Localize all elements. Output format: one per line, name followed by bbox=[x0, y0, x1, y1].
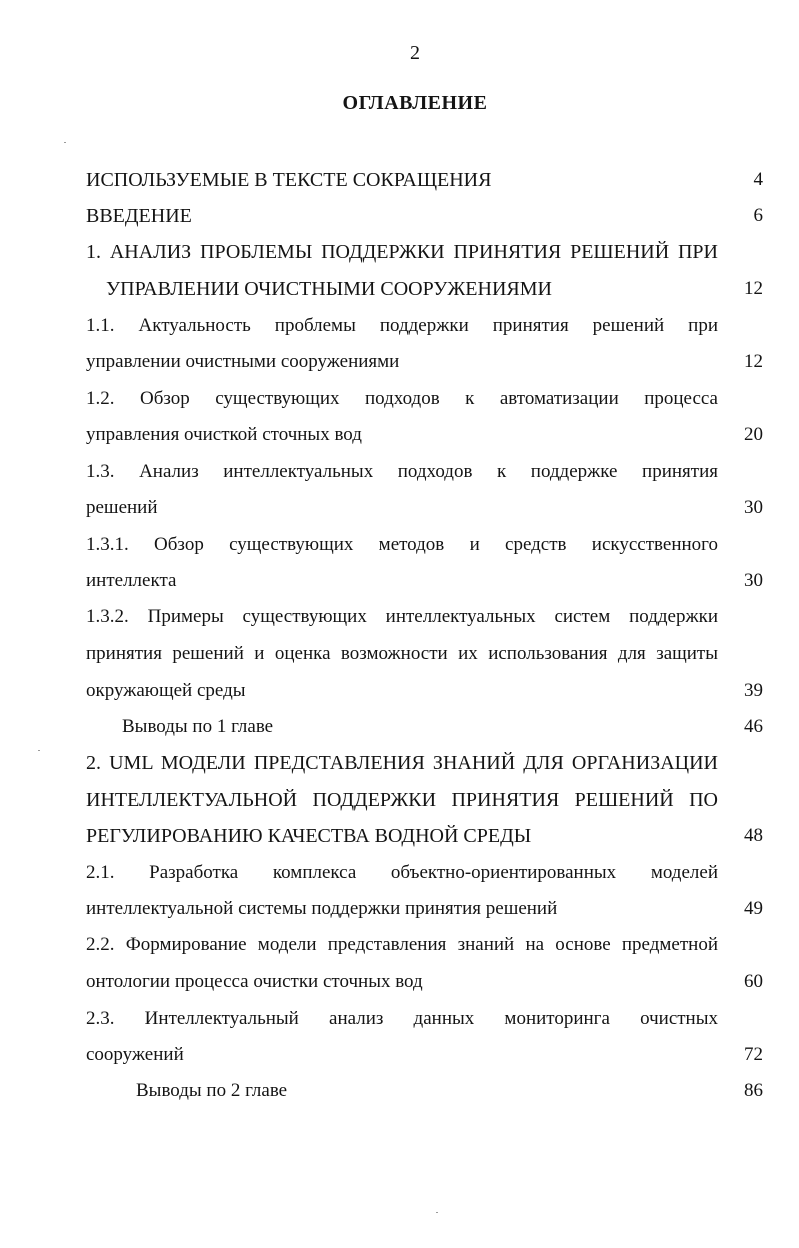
toc-page-number: 30 bbox=[744, 497, 763, 518]
toc-page-number: 6 bbox=[753, 205, 763, 226]
toc-line: ИСПОЛЬЗУЕМЫЕ В ТЕКСТЕ СОКРАЩЕНИЯ bbox=[86, 169, 492, 191]
toc-line: 1.3.2. Примеры существующих интеллектуальных систем поддержки bbox=[86, 606, 718, 627]
toc-page-number: 86 bbox=[744, 1080, 763, 1101]
toc-line: управления очисткой сточных вод bbox=[86, 424, 362, 445]
toc-page-number: 12 bbox=[744, 351, 763, 372]
scan-speck bbox=[436, 1212, 438, 1213]
toc-page-number: 4 bbox=[753, 169, 763, 190]
toc-line: 2.3. Интеллектуальный анализ данных мониторинга очистных bbox=[86, 1008, 718, 1029]
toc-line: 2.1. Разработка комплекса объектно-ориентированных моделей bbox=[86, 862, 718, 883]
toc-page-number: 72 bbox=[744, 1044, 763, 1065]
toc-page-number: 48 bbox=[744, 825, 763, 846]
toc-line: онтологии процесса очистки сточных вод bbox=[86, 971, 423, 992]
page-number: 2 bbox=[410, 42, 420, 64]
toc-page-number: 46 bbox=[744, 716, 763, 737]
toc-line: решений bbox=[86, 497, 158, 518]
toc-line: 1.2. Обзор существующих подходов к автоматизации процесса bbox=[86, 388, 718, 409]
toc-line: ВВЕДЕНИЕ bbox=[86, 205, 192, 227]
toc-page-number: 49 bbox=[744, 898, 763, 919]
toc-line: принятия решений и оценка возможности их использования для защиты bbox=[86, 643, 718, 664]
toc-line: УПРАВЛЕНИИ ОЧИСТНЫМИ СООРУЖЕНИЯМИ bbox=[106, 278, 552, 300]
toc-line: интеллектуальной системы поддержки принятия решений bbox=[86, 898, 558, 919]
toc-page-number: 60 bbox=[744, 971, 763, 992]
toc-line: Выводы по 2 главе bbox=[136, 1080, 288, 1101]
toc-title: ОГЛАВЛЕНИЕ bbox=[342, 92, 488, 114]
scan-speck bbox=[64, 142, 66, 143]
toc-page-number: 20 bbox=[744, 424, 763, 445]
toc-line: РЕГУЛИРОВАНИЮ КАЧЕСТВА ВОДНОЙ СРЕДЫ bbox=[86, 825, 532, 847]
toc-line: 1.3. Анализ интеллектуальных подходов к поддержке принятия bbox=[86, 461, 718, 482]
toc-line: Выводы по 1 главе bbox=[122, 716, 274, 737]
toc-line: ИНТЕЛЛЕКТУАЛЬНОЙ ПОДДЕРЖКИ ПРИНЯТИЯ РЕШЕНИЙ ПО bbox=[86, 789, 718, 811]
toc-line: 1. АНАЛИЗ ПРОБЛЕМЫ ПОДДЕРЖКИ ПРИНЯТИЯ РЕШЕНИЙ ПРИ bbox=[86, 241, 718, 263]
toc-page-number: 30 bbox=[744, 570, 763, 591]
toc-line: управлении очистными сооружениями bbox=[86, 351, 400, 372]
toc-line: сооружений bbox=[86, 1044, 184, 1065]
toc-line: 1.1. Актуальность проблемы поддержки принятия решений при bbox=[86, 315, 718, 336]
scan-speck bbox=[38, 750, 40, 751]
toc-page-number: 39 bbox=[744, 680, 763, 701]
toc-line: окружающей среды bbox=[86, 680, 246, 701]
toc-page-number: 12 bbox=[744, 278, 763, 299]
toc-line: 2. UML МОДЕЛИ ПРЕДСТАВЛЕНИЯ ЗНАНИЙ ДЛЯ ОРГАНИЗАЦИИ bbox=[86, 752, 718, 774]
toc-line: интеллекта bbox=[86, 570, 177, 591]
toc-line: 1.3.1. Обзор существующих методов и средств искусственного bbox=[86, 534, 718, 555]
toc-line: 2.2. Формирование модели представления знаний на основе предметной bbox=[86, 934, 718, 955]
